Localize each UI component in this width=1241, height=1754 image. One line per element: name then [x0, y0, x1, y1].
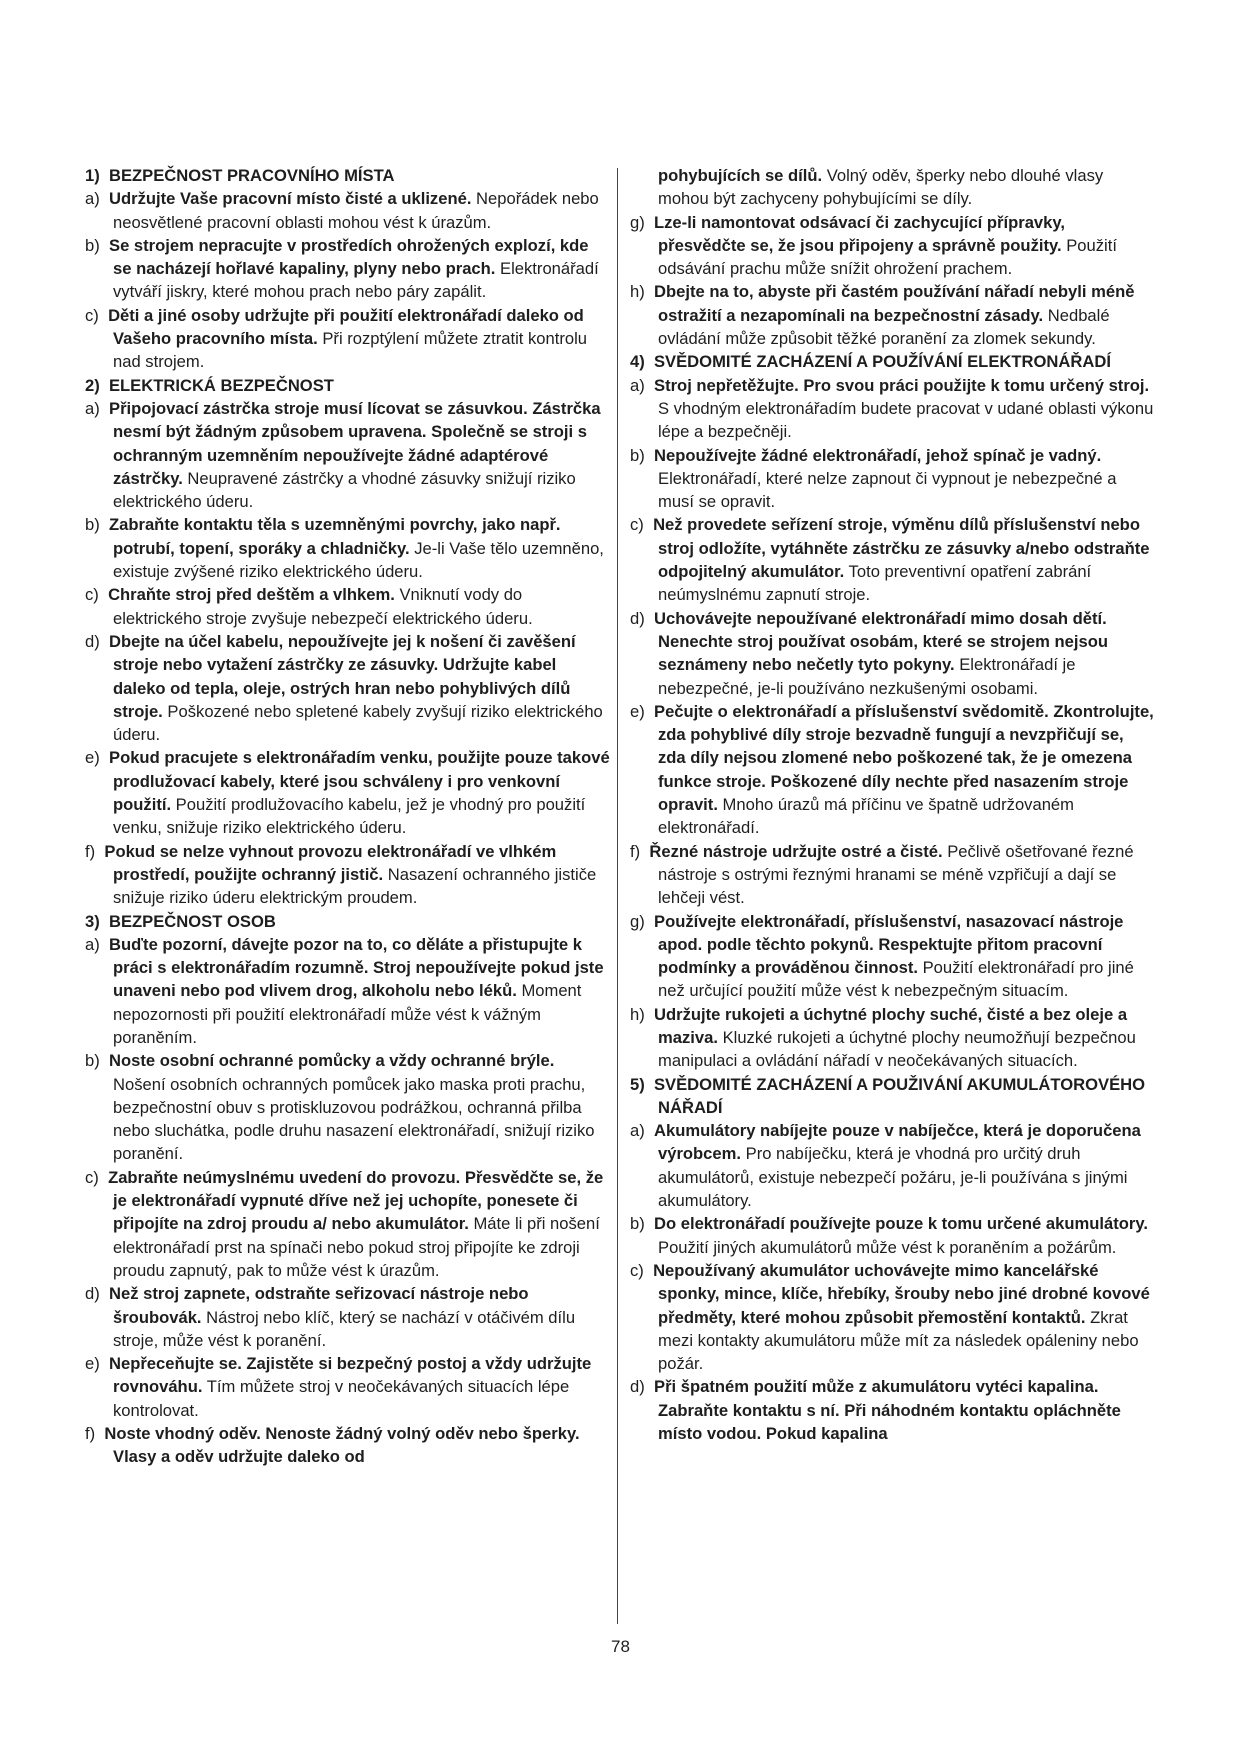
instruction-item: a) Stroj nepřetěžujte. Pro svou práci použijte k tomu určený stroj. S vhodným elektronářadím budete pracovat v udané oblasti výkonu lépe a bezpečněji. [630, 375, 1154, 442]
instruction-item: c) Než provedete seřízení stroje, výměnu dílů příslušenství nebo stroj odložíte, vytáhněte zástrčku ze zásuvky a/nebo odstraňte odpojitelný akumulátor. Toto preventivní opatření zabrání neúmyslnému zapnutí stroje. [630, 515, 1150, 605]
instruction-item: e) Pečujte o elektronářadí a příslušenství svědomitě. Zkontrolujte, zda pohyblivé díly stroje bezvadně fungují a nevzpřičují se, zda díly nejsou zlomené nebo poškozené tak, že je omezena funkce stroje. Poškozené díly nechte před nasazením stroje opravit. Mnoho úrazů má příčinu ve špatně udržovaném elektronářadí. [630, 701, 1154, 838]
instruction-item: c) Chraňte stroj před deštěm a vlhkem. Vniknutí vody do elektrického stroje zvyšuje nebezpečí elektrického úderu. [85, 585, 533, 628]
instruction-item-continued: pohybujících se dílů. Volný oděv, šperky nebo dlouhé vlasy mohou být zachyceny pohybujícími se díly. [658, 166, 1104, 209]
section-heading-personal-safety: 3) BEZPEČNOST OSOB [85, 911, 276, 931]
instruction-item: g) Používejte elektronářadí, příslušenství, nasazovací nástroje apod. podle těchto pokynů. Respektujte přitom pracovní podmínky a prováděnou činnost. Použití elektronářadí pro jiné než určující použití může vést k nebezpečným situacím. [630, 911, 1134, 1001]
left-column [85, 164, 610, 1469]
section-heading-electrical-safety: 2) ELEKTRICKÁ BEZPEČNOST [85, 375, 334, 395]
instruction-item: d) Uchovávejte nepoužívané elektronářadí mimo dosah dětí. Nenechte stroj používat osobám, které se strojem nejsou seznámeny nebo nečetly tyto pokyny. Elektronářadí je nebezpečné, je-li používáno nezkušenými osobami. [630, 608, 1109, 698]
instruction-item: d) Než stroj zapnete, odstraňte seřizovací nástroje nebo šroubovák. Nástroj nebo klíč, který se nachází v otáčivém dílu stroje, může vést k poranění. [85, 1284, 576, 1350]
instruction-item: b) Noste osobní ochranné pomůcky a vždy ochranné brýle. Nošení osobních ochranných pomůcek jako maska proti prachu, bezpečnostní obuv s protiskluzovou podrážkou, ochranná přilba nebo sluchátka, podle druhu nasazení elektronářadí, snižují riziko poranění. [85, 1051, 595, 1164]
instruction-item: f) Pokud se nelze vyhnout provozu elektronářadí ve vlhkém prostředí, použijte ochranný jistič. Nasazení ochranného jističe snižuje riziko úderu elektrickým proudem. [85, 841, 597, 908]
instruction-item: c) Děti a jiné osoby udržujte při použití elektronářadí daleko od Vašeho pracovního místa. Při rozptýlení můžete ztratit kontrolu nad strojem. [85, 305, 588, 372]
instruction-item: c) Zabraňte neúmyslnému uvedení do provozu. Přesvědčte se, že je elektronářadí vypnuté dříve než jej uchopíte, ponesete či připojíte na zdroj proudu a/ nebo akumulátor. Máte li při nošení elektronářadí prst na spínači nebo pokud stroj připojíte ke zdroji proudu zapnutý, pak to může vést k úrazům. [85, 1167, 604, 1280]
instruction-item: c) Nepoužívaný akumulátor uchovávejte mimo kancelářské sponky, mince, klíče, hřebíky, šrouby nebo jiné drobné kovové předměty, které mohou způsobit přemostění kontaktů. Zkrat mezi kontakty akumulátoru může mít za následek opáleniny nebo požár. [630, 1260, 1150, 1374]
instruction-item: f) Řezné nástroje udržujte ostré a čisté. Pečlivě ošetřované řezné nástroje s ostrými řeznými hranami se méně vzpřičují a dají se lehčeji vést. [630, 841, 1134, 908]
instruction-item: a) Buďte pozorní, dávejte pozor na to, co děláte a přistupujte k práci s elektronářadím rozumně. Stroj nepoužívejte pokud jste unaveni nebo pod vlivem drog, alkoholu nebo léků. Moment nepozornosti při použití elektronářadí může vést k vážným poraněním. [85, 934, 604, 1047]
instruction-item: f) Noste vhodný oděv. Nenoste žádný volný oděv nebo šperky. Vlasy a oděv udržujte daleko od [85, 1424, 580, 1467]
instruction-item: g) Lze-li namontovat odsávací či zachycující přípravky, přesvědčte se, že jsou připojeny a správně použity. Použití odsávání prachu může snížit ohrožení prachem. [630, 212, 1117, 279]
instruction-item: b) Se strojem nepracujte v prostředích ohrožených explozí, kde se nacházejí hořlavé kapaliny, plyny nebo prach. Elektronářadí vytváří jiskry, které mohou prach nebo páry zapálit. [85, 235, 599, 302]
instruction-item: a) Akumulátory nabíjejte pouze v nabíječce, která je doporučena výrobcem. Pro nabíječku, která je vhodná pro určitý druh akumulátorů, existuje nebezpečí požáru, je-li používána s jinými akumulátory. [630, 1121, 1141, 1211]
instruction-item: a) Připojovací zástrčka stroje musí lícovat se zásuvkou. Zástrčka nesmí být žádným způsobem upravena. Společně se stroji s ochranným uzemněním nepoužívejte žádné adaptérové zástrčky. Neupravené zástrčky a vhodné zásuvky snižují riziko elektrického úderu. [85, 398, 601, 512]
instruction-item: b) Do elektronářadí používejte pouze k tomu určené akumulátory. Použití jiných akumulátorů může vést k poraněním a požárům. [630, 1214, 1148, 1257]
instruction-item: d) Při špatném použití může z akumulátoru vytéci kapalina. Zabraňte kontaktu s ní. Při náhodném kontaktu opláchněte místo vodou. Pokud kapalina [630, 1377, 1121, 1444]
instruction-item: b) Zabraňte kontaktu těla s uzemněnými povrchy, jako např. potrubí, topení, sporáky a chladničky. Je-li Vaše tělo uzemněno, existuje zvýšené riziko elektrického úderu. [85, 515, 604, 582]
page-number: 78 [611, 1637, 630, 1656]
right-column [630, 164, 1155, 1445]
instruction-item: e) Pokud pracujete s elektronářadím venku, použijte pouze takové prodlužovací kabely, které jsou schváleny i pro venkovní použití. Použití prodlužovacího kabelu, jež je vhodný pro použití venku, snižuje riziko elektrického úderu. [85, 748, 610, 838]
instruction-item: h) Udržujte rukojeti a úchytné plochy suché, čisté a bez oleje a maziva. Kluzké rukojeti a úchytné plochy neumožňují bezpečnou manipulaci a ovládání nářadí v neočekávaných situacích. [630, 1004, 1136, 1071]
instruction-item: e) Nepřeceňujte se. Zajistěte si bezpečný postoj a vždy udržujte rovnováhu. Tím můžete stroj v neočekávaných situacích lépe kontrolovat. [85, 1354, 592, 1420]
column-divider [617, 168, 618, 1624]
section-heading-battery-tool-use-care: 5) SVĚDOMITÉ ZACHÁZENÍ A POUŽIVÁNÍ AKUMULÁTOROVÉHO NÁŘADÍ [630, 1074, 1146, 1117]
instruction-item: h) Dbejte na to, abyste při častém používání nářadí nebyli méně ostražití a nezapomínali na bezpečnostní zásady. Nedbalé ovládání může způsobit těžké poranění za zlomek sekundy. [630, 282, 1135, 349]
instruction-item: d) Dbejte na účel kabelu, nepoužívejte jej k nošení či zavěšení stroje nebo vytažení zástrčky ze zásuvky. Udržujte kabel daleko od tepla, oleje, ostrých hran nebo pohyblivých dílů stroje. Poškozené nebo spletené kabely zvyšují riziko elektrického úderu. [85, 631, 603, 745]
section-heading-work-area-safety: 1) BEZPEČNOST PRACOVNÍHO MÍSTA [85, 166, 395, 185]
instruction-item: a) Udržujte Vaše pracovní místo čisté a uklizené. Nepořádek nebo neosvětlené pracovní oblasti mohou vést k úrazům. [85, 189, 599, 232]
instruction-item: b) Nepoužívejte žádné elektronářadí, jehož spínač je vadný. Elektronářadí, které nelze zapnout či vypnout je nebezpečné a musí se opravit. [630, 445, 1117, 512]
section-heading-tool-use-care: 4) SVĚDOMITÉ ZACHÁZENÍ A POUŽÍVÁNÍ ELEKTRONÁŘADÍ [630, 352, 1111, 372]
